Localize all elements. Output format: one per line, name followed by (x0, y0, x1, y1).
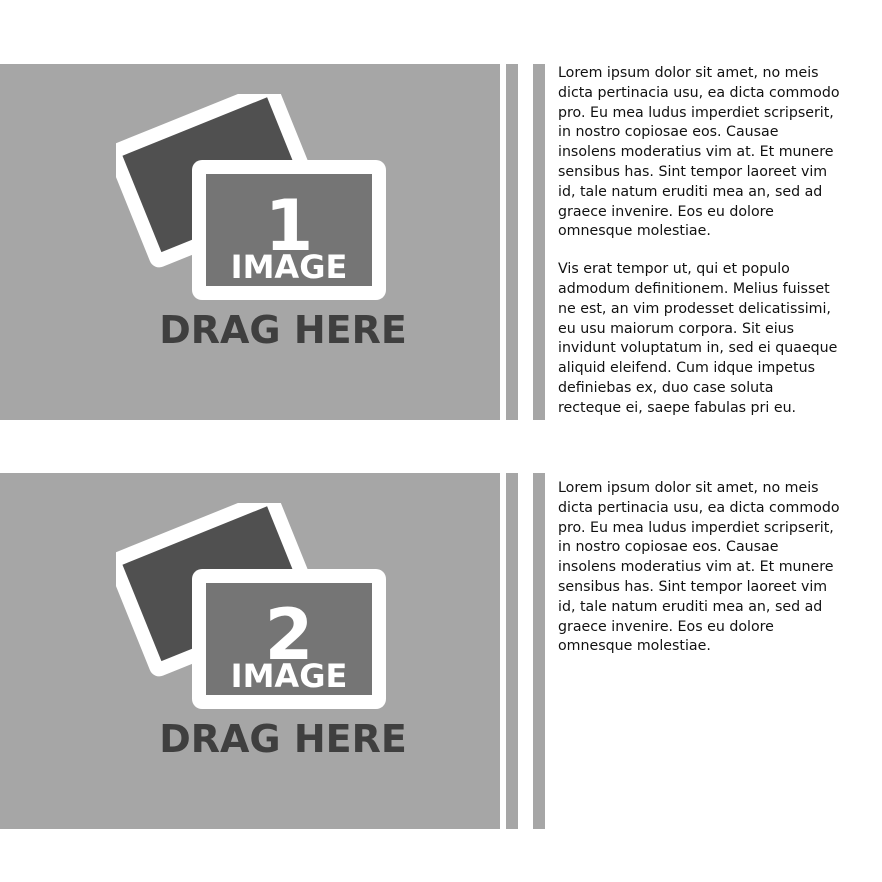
image-label: IMAGE (230, 248, 348, 286)
divider-stripe (533, 473, 545, 829)
image-label: IMAGE (230, 657, 348, 695)
image-number: 1 (264, 185, 314, 267)
divider-stripe (506, 64, 518, 420)
drag-here-label: DRAG HERE (159, 717, 407, 761)
paragraph: Vis erat tempor ut, qui et populo admodum definitionem. Melius fuisset ne est, an vim prodesset delicatissimi, eu usu maiorum corpora. Sit eius invidunt voluptatum in, sed ei quaeque aliquid eleifend. Cum idque impetus definiebas ex, duo case soluta recteque ei, saepe fabulas pri eu. (558, 261, 838, 416)
text-block-2 (558, 479, 840, 675)
paragraph: Lorem ipsum dolor sit amet, no meis dicta pertinacia usu, ea dicta commodo pro. Eu mea ludus imperdiet scripserit, in nostro copiosae eos. Causae insolens moderatius vim at. Et munere sensibus has. Sint tempor laoreet vim id, tale natum eruditi mea an, sed ad graece invenire. Eos eu dolore omnesque molestiae. (558, 480, 840, 655)
divider-stripe (506, 473, 518, 829)
photo-placeholder-icon (116, 94, 388, 304)
image-dropzone-1[interactable] (0, 64, 500, 420)
paragraph: Lorem ipsum dolor sit amet, no meis dicta pertinacia usu, ea dicta commodo pro. Eu mea ludus imperdiet scripserit, in nostro copiosae eos. Causae insolens moderatius vim at. Et munere sensibus has. Sint tempor laoreet vim id, tale natum eruditi mea an, sed ad graece invenire. Eos eu dolore omnesque molestiae. (558, 65, 840, 240)
image-number: 2 (264, 594, 314, 676)
drag-here-label: DRAG HERE (159, 308, 407, 352)
text-block-1 (558, 64, 840, 437)
divider-stripe (533, 64, 545, 420)
photo-placeholder-icon (116, 503, 388, 713)
image-dropzone-2[interactable] (0, 473, 500, 829)
